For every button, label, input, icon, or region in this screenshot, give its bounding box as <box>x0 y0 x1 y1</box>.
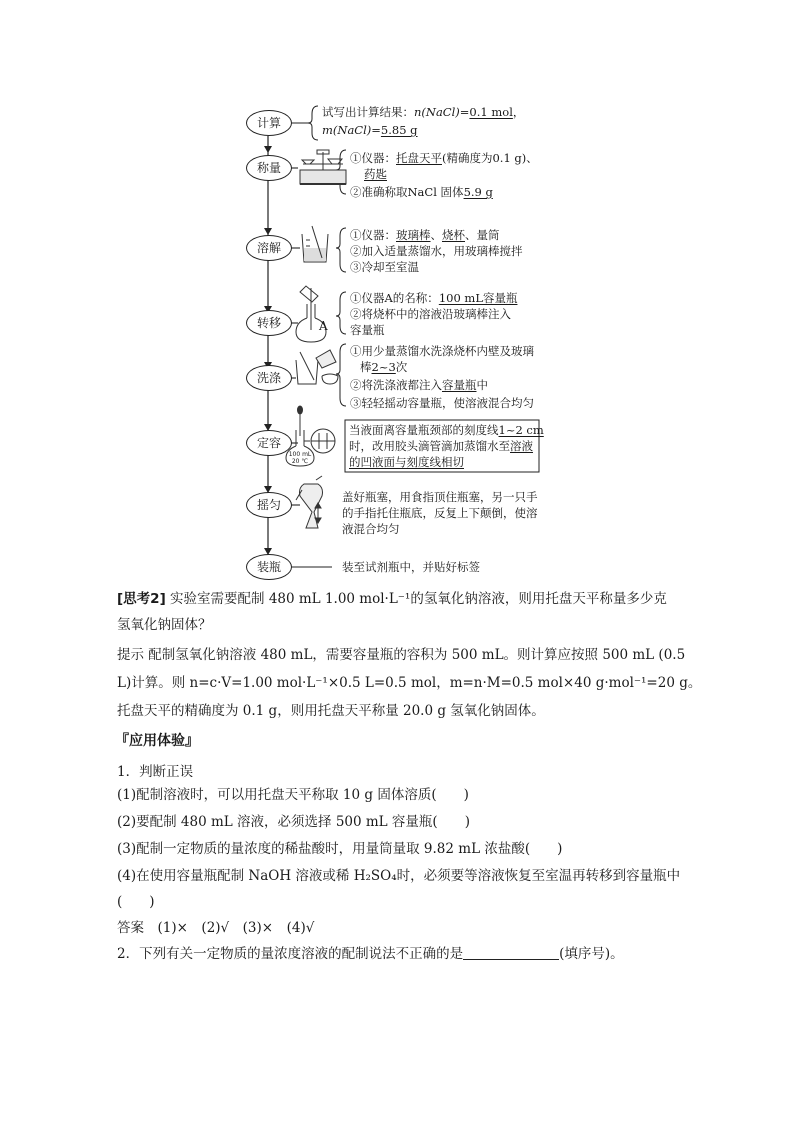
flow-step-3: 转移 <box>246 310 292 336</box>
flow-step-2: 溶解 <box>246 235 292 261</box>
transfer-line-2: ②将烧杯中的溶液沿玻璃棒注入 <box>350 307 511 321</box>
weigh-line-1b: 药匙 <box>364 167 387 181</box>
flow-step-6: 摇匀 <box>246 492 292 518</box>
flow-step-7: 装瓶 <box>246 554 292 580</box>
wash-illustration <box>296 350 338 384</box>
q1-item: (4)在使用容量瓶配制 NaOH 溶液或稀 H₂SO₄时，必须要等溶液恢复至室温再转移到容量瓶中 <box>117 868 681 884</box>
think-question-2: 氢氧化钠固体？ <box>117 617 212 633</box>
answer-line: 答案 (1)× (2)√ (3)× (4)√ <box>117 920 315 936</box>
wash-line-1: ①用少量蒸馏水洗涤烧杯内壁及玻璃 <box>350 344 534 358</box>
think-hint-1: 提示 配制氢氧化钠溶液 480 mL，需要容量瓶的容积为 500 mL。则计算应按照 500 mL (0.5 <box>117 647 686 663</box>
shake-line-1: 盖好瓶塞，用食指顶住瓶塞，另一只手 <box>342 490 538 504</box>
dissolve-line-2: ②加入适量蒸馏水，用玻璃棒搅拌 <box>350 244 523 258</box>
q2-blank[interactable] <box>463 945 559 960</box>
flow-step-4: 洗涤 <box>246 365 292 391</box>
wash-line-3: ③轻轻摇动容量瓶，使溶液混合均匀 <box>350 396 534 410</box>
calc-line-1: 试写出计算结果：n(NaCl)=0.1 mol， <box>322 105 525 119</box>
transfer-line-3: 容量瓶 <box>350 323 385 337</box>
flow-step-5: 定容 <box>246 430 292 456</box>
flask-label-a: A <box>319 319 328 333</box>
wash-line-2: ②将洗涤液都注入容量瓶中 <box>350 378 488 392</box>
think-hint-3: 托盘天平的精确度为 0.1 g，则用托盘天平称量 20.0 g 氢氧化钠固体。 <box>117 703 545 719</box>
fixvol-line-3: 的凹液面与刻度线相切 <box>349 455 464 469</box>
beaker-stir-illustration <box>302 226 328 262</box>
flow-step-0: 计算 <box>246 110 292 136</box>
fixvol-line-2: 时，改用胶头滴管滴加蒸馏水至溶液 <box>349 439 533 453</box>
shake-illustration <box>296 476 323 528</box>
q1-item: (1)配制溶液时，可以用托盘天平称取 10 g 固体溶质( ) <box>117 787 469 803</box>
flow-step-1: 称量 <box>246 155 292 181</box>
wash-line-1b: 棒2~3次 <box>360 360 408 374</box>
bottle-line-1: 装至试剂瓶中，并贴好标签 <box>342 560 480 574</box>
q1-item: (3)配制一定物质的量浓度的稀盐酸时，用量筒量取 9.82 mL 浓盐酸( ) <box>117 841 563 857</box>
q1-title: 1．判断正误 <box>117 764 194 780</box>
weigh-line-2: ②准确称取NaCl 固体5.9 g <box>350 185 493 199</box>
q1-item: ( ) <box>117 894 155 910</box>
fixvol-line-1: 当液面离容量瓶颈部的刻度线1~2 cm <box>349 423 544 437</box>
transfer-line-1: ①仪器A的名称：100 mL容量瓶 <box>350 291 518 305</box>
balance-illustration <box>300 150 346 184</box>
weigh-line-1: ①仪器：托盘天平(精确度为0.1 g)、 <box>350 151 538 165</box>
shake-line-3: 液混合均匀 <box>342 522 400 536</box>
think-hint-2: L)计算。则 n=c·V=1.00 mol·L⁻¹×0.5 L=0.5 mol，m=n·M=0.5 mol×40 g·mol⁻¹=20 g。 <box>117 675 702 691</box>
q1-item: (2)要配制 480 mL 溶液，必须选择 500 mL 容量瓶( ) <box>117 814 470 830</box>
flask-scale-label: 100 mL 20 ℃ <box>288 451 312 465</box>
q2-line: 2．下列有关一定物质的量浓度溶液的配制说法不正确的是 (填序号)。 <box>117 946 624 962</box>
section-title: 『应用体验』 <box>115 733 199 749</box>
calc-line-2: m(NaCl)=5.85 g <box>322 123 418 137</box>
dissolve-line-1: ①仪器：玻璃棒、烧杯、量筒 <box>350 228 500 242</box>
dissolve-line-3: ③冷却至室温 <box>350 260 419 274</box>
think-question: [思考2] 实验室需要配制 480 mL 1.00 mol·L⁻¹的氢氧化钠溶液，则用托盘天平称量多少克 <box>117 591 667 607</box>
shake-line-2: 的手指托住瓶底，反复上下颠倒，使溶 <box>342 506 538 520</box>
